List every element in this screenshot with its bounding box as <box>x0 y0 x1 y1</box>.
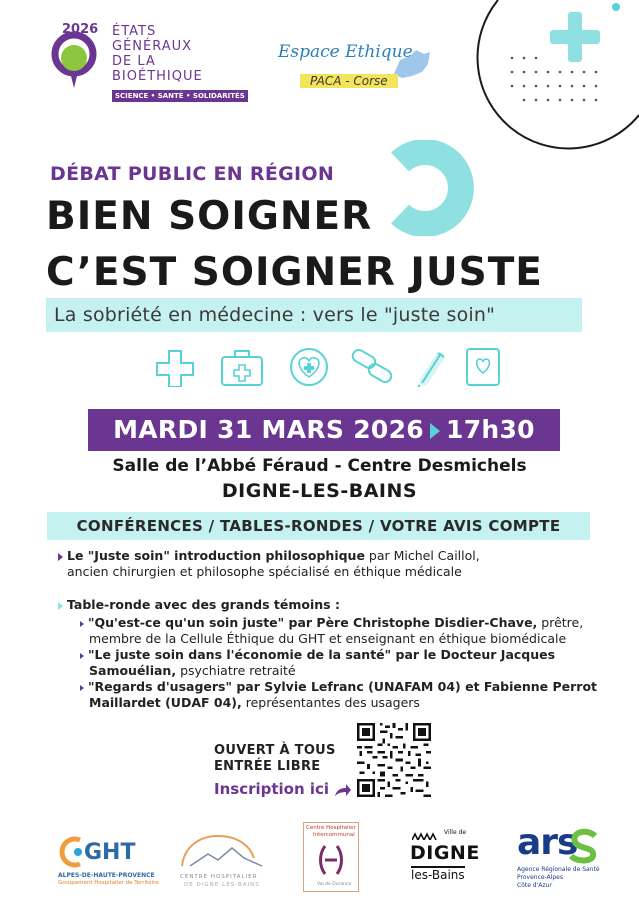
egb-line3: DE LA <box>112 54 156 69</box>
ars-line2: Provence-Alpes <box>517 874 563 881</box>
egb-line4: BIOÉTHIQUE <box>112 69 203 84</box>
sub1-title: "Qu'est-ce qu'un soin juste" <box>88 615 285 630</box>
program-item-1-desc: ancien chirurgien et philosophe spécialisé en éthique médicale <box>67 564 462 579</box>
corner-decoration <box>470 0 639 150</box>
bullet-icon <box>58 553 63 561</box>
program-sub-1-desc: membre de la Cellule Éthique du GHT et enseignant en éthique biomédicale <box>89 631 567 646</box>
registration-label: Inscription ici <box>214 780 330 798</box>
program-sub-3 <box>80 679 597 695</box>
arrow-right-icon <box>334 783 352 797</box>
chi-emblem-icon <box>315 844 347 878</box>
egb-tagline: SCIENCE • SANTÉ • SOLIDARITÉS <box>112 90 248 102</box>
sub3-by: par Sylvie Lefranc (UNAFAM 04) et Fabienne Perrot <box>232 679 598 694</box>
medical-tablet-icon <box>461 347 505 387</box>
espace-ethique-logo <box>272 32 442 102</box>
mountain-logo-icon <box>178 832 264 872</box>
chi-logo <box>303 822 359 892</box>
sub2-title: "Le juste soin dans l'économie de la santé" <box>88 647 392 662</box>
ch-digne-line1: CENTRE HOSPITALIER <box>180 874 258 880</box>
program-band: CONFÉRENCES / TABLES-RONDES / VOTRE AVIS COMPTE <box>47 512 590 540</box>
event-city: DIGNE-LES-BAINS <box>221 480 418 502</box>
ght-line1: ALPES-DE-HAUTE-PROVENCE <box>58 872 155 879</box>
sub1-by: par Père Christophe Disdier-Chave, <box>284 615 538 630</box>
chi-line2: Intercommunal <box>313 832 355 838</box>
sub3-desc: représentantes des usagers <box>241 695 420 710</box>
medical-cross-icon <box>153 347 197 387</box>
ee-line1: Espace Ethique <box>278 42 413 62</box>
open-to-all-label: OUVERT À TOUS <box>214 743 336 758</box>
heart-cross-icon <box>287 347 331 387</box>
item1-title: Le "Juste soin" introduction philosophique <box>67 548 365 563</box>
ars-line3: Côte d'Azur <box>517 882 552 889</box>
ch-digne-logo <box>178 826 264 890</box>
ght-logo <box>56 826 159 890</box>
sub2-desc: psychiatre retraité <box>176 663 296 678</box>
program-item-2 <box>58 597 340 613</box>
registration-link[interactable] <box>214 780 352 798</box>
program-sub-3-line2 <box>89 695 420 711</box>
program-sub-2-line2 <box>89 663 296 679</box>
question-arc-decoration <box>378 140 474 236</box>
free-entry-label: ENTRÉE LIBRE <box>214 759 321 774</box>
ville-prefix: Ville de <box>444 829 467 836</box>
event-date: MARDI 31 MARS 2026 <box>113 415 424 444</box>
egb-line1: ÉTATS <box>112 24 157 39</box>
etats-generaux-logo <box>50 22 245 106</box>
first-aid-kit-icon <box>220 347 264 387</box>
pills-icon <box>350 347 394 387</box>
ars-line1: Agence Régionale de Santé <box>517 866 600 873</box>
ville-digne-logo <box>408 826 480 890</box>
event-date-band <box>88 409 560 451</box>
ght-line2: Groupement Hospitalier de Territoire <box>58 880 159 886</box>
ch-digne-line2: DE DIGNE-LES-BAINS <box>184 882 260 888</box>
program-item-1 <box>58 548 480 564</box>
sub-bullet-icon <box>80 653 84 659</box>
city-skyline-icon <box>412 830 438 840</box>
ville-suffix: les-Bains <box>411 868 465 882</box>
sub3-title: "Regards d'usagers" <box>88 679 232 694</box>
date-arrow-icon <box>430 423 440 439</box>
chi-line1: Centre Hospitalier <box>306 825 356 831</box>
event-time: 17h30 <box>446 415 535 444</box>
sub3-name2: Maillardet (UDAF 04), <box>89 695 242 710</box>
sub-bullet-icon <box>80 621 84 627</box>
syringe-icon <box>410 347 454 387</box>
ght-name: GHT <box>84 840 136 865</box>
event-title-line2: C’EST SOIGNER JUSTE <box>46 250 543 295</box>
ville-name: DIGNE <box>410 842 480 864</box>
sub2-by: par le Docteur Jacques <box>391 647 556 662</box>
egb-emblem-icon <box>50 30 98 92</box>
ght-emblem-icon <box>58 836 84 868</box>
registration-qr-code[interactable] <box>357 723 431 797</box>
chi-line3: Val de Durance <box>317 882 352 887</box>
egb-line2: GÉNÉRAUX <box>112 39 193 54</box>
sub1-tail: prêtre, <box>537 615 584 630</box>
item2-title: Table-ronde avec des grands témoins : <box>67 597 340 612</box>
ars-name: ars <box>517 822 578 863</box>
event-title-line1: BIEN SOIGNER <box>46 194 373 239</box>
program-sub-1 <box>80 615 583 631</box>
ars-swoosh-icon <box>565 828 601 864</box>
egb-year: 2026 <box>62 22 99 37</box>
item1-by: par Michel Caillol, <box>364 548 480 563</box>
program-sub-2 <box>80 647 555 663</box>
sub-bullet-icon <box>80 685 84 691</box>
event-venue: Salle de l’Abbé Féraud - Centre Desmichels <box>112 456 527 476</box>
event-kicker: DÉBAT PUBLIC EN RÉGION <box>50 163 335 185</box>
ee-line2: PACA - Corse <box>300 74 398 88</box>
ars-logo <box>515 822 605 890</box>
bullet-icon <box>58 602 63 610</box>
event-subtitle: La sobriété en médecine : vers le "juste soin" <box>46 298 582 332</box>
sub2-name2: Samouélian, <box>89 663 177 678</box>
